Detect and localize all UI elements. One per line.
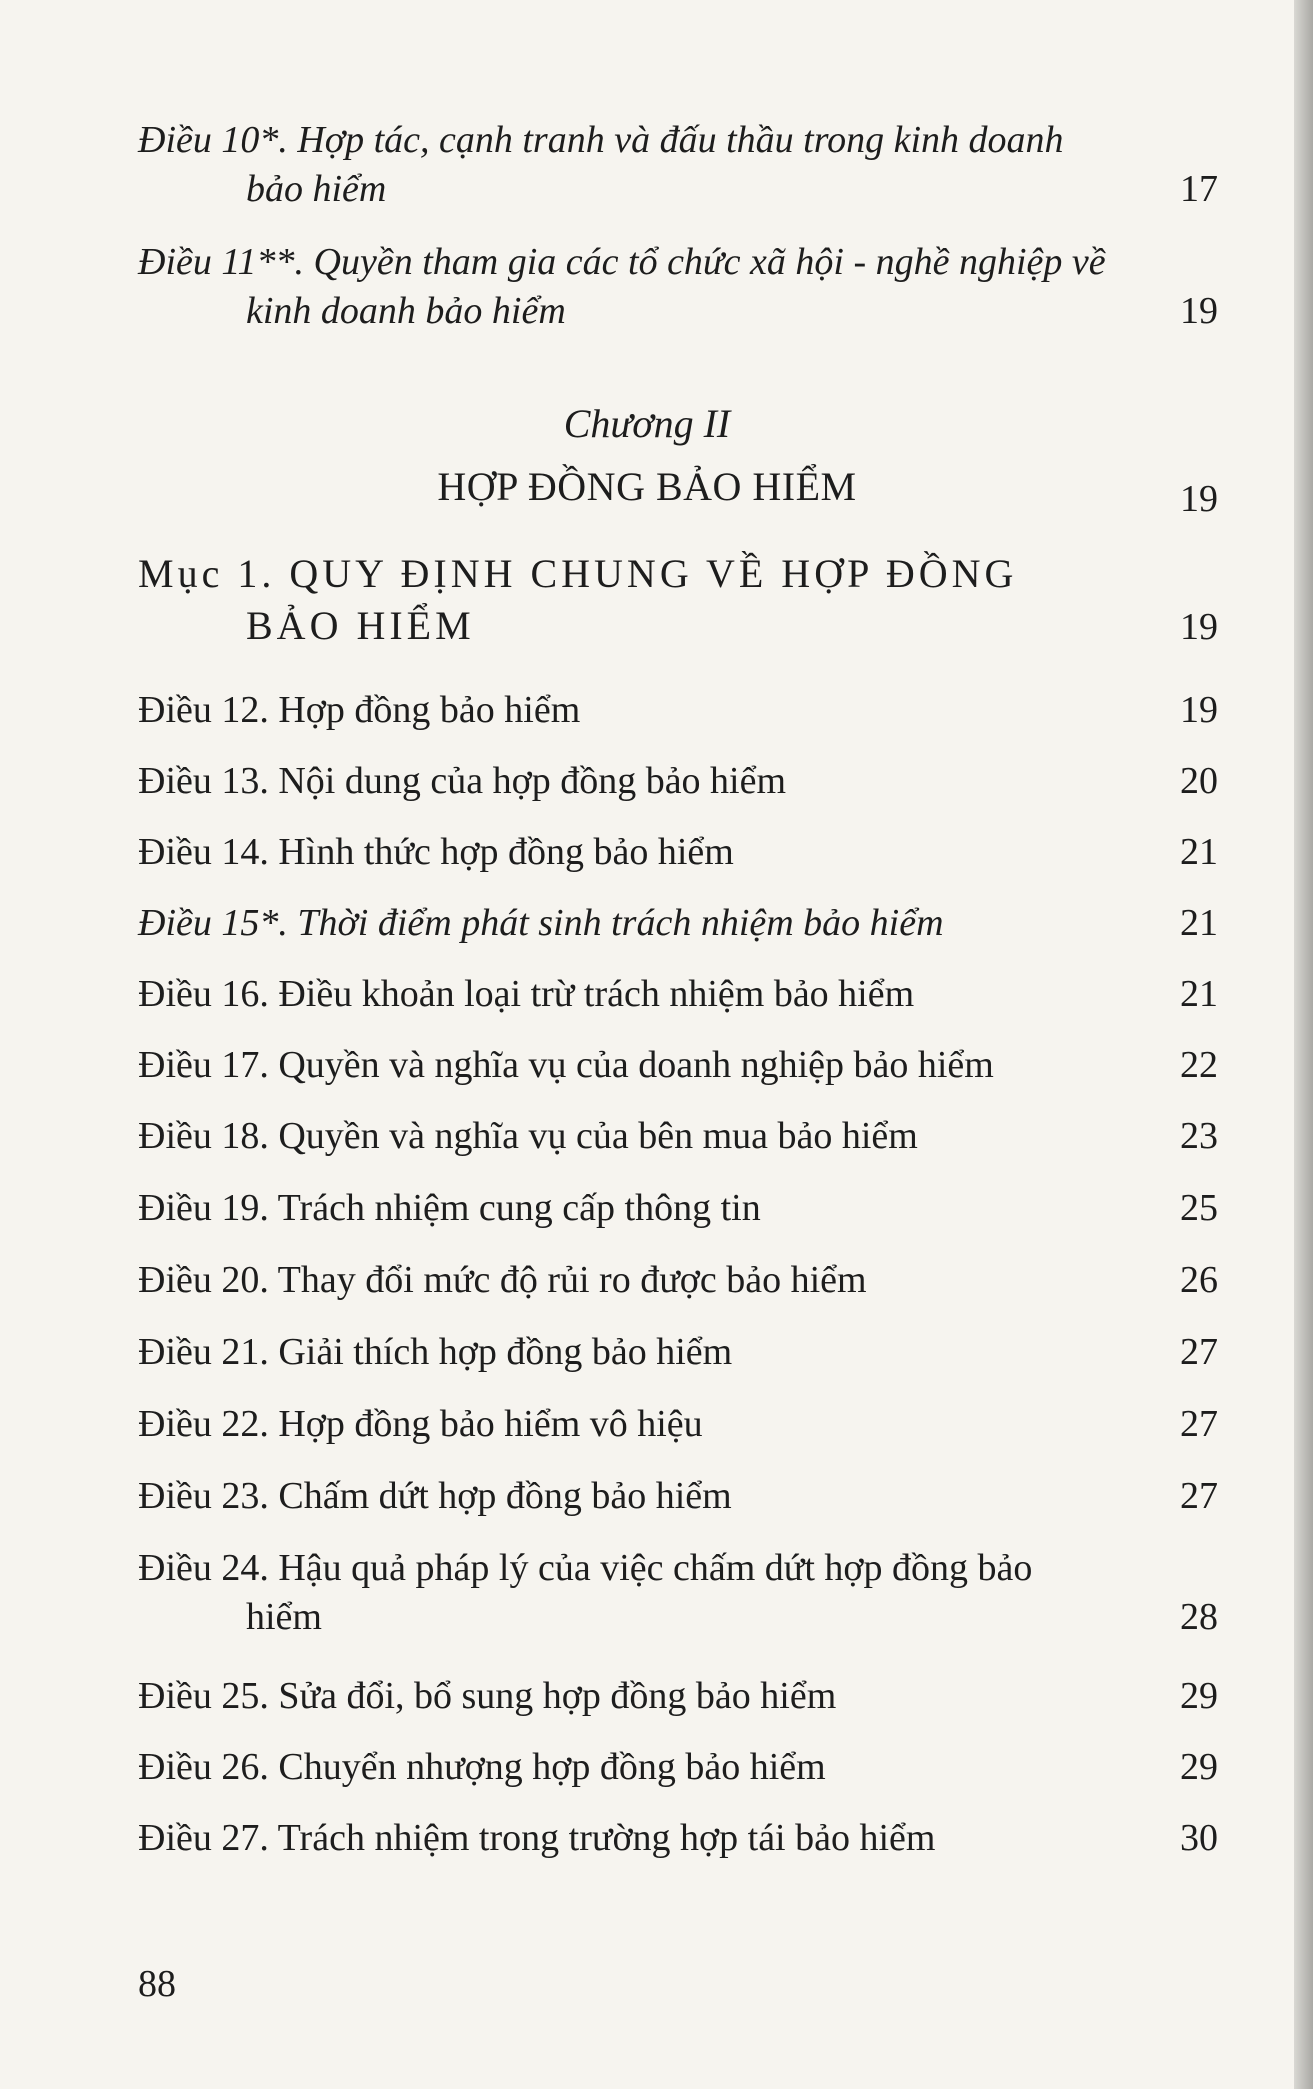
toc-entry-dieu-16 <box>138 970 1218 1019</box>
toc-entry-title: Điều 13. Nội dung của hợp đồng bảo hiểm <box>138 760 787 802</box>
page-edge-shadow <box>1294 0 1313 2089</box>
toc-entry-page: 30 <box>1180 1817 1218 1859</box>
toc-entry-dieu-21 <box>138 1328 1218 1377</box>
toc-entry-title: Điều 10*. Hợp tác, cạnh tranh và đấu thầu trong kinh doanh bảo hiểm <box>138 119 1064 211</box>
toc-entry-title: Điều 25. Sửa đổi, bổ sung hợp đồng bảo hiểm <box>138 1675 837 1717</box>
toc-entry-page: 19 <box>1180 290 1218 333</box>
chapter-page: 19 <box>1180 478 1218 520</box>
toc-entry-dieu-23 <box>138 1472 1218 1521</box>
toc-entry-title: Điều 27. Trách nhiệm trong trường hợp tái bảo hiểm <box>138 1817 936 1859</box>
toc-entry-dieu-20 <box>138 1256 1218 1305</box>
toc-entry-dieu-27 <box>138 1814 1218 1863</box>
toc-entry-dieu-12 <box>138 686 1218 735</box>
toc-entry-page: 21 <box>1180 973 1218 1015</box>
toc-entry-page: 19 <box>1180 689 1218 731</box>
section-title: Mục 1. QUY ĐỊNH CHUNG VỀ HỢP ĐỒNG BẢO HIỂM <box>138 551 1018 648</box>
toc-entry-page: 27 <box>1180 1475 1218 1517</box>
toc-entry-page: 29 <box>1180 1746 1218 1788</box>
toc-entry-dieu-22 <box>138 1400 1218 1449</box>
toc-section-muc-1 <box>138 548 1218 652</box>
toc-entry-title: Điều 14. Hình thức hợp đồng bảo hiểm <box>138 831 734 873</box>
toc-entry-dieu-25 <box>138 1672 1218 1721</box>
toc-entry-dieu-26 <box>138 1743 1218 1792</box>
toc-entry-page: 23 <box>1180 1115 1218 1157</box>
toc-entry-page: 22 <box>1180 1044 1218 1086</box>
toc-entry-dieu-17 <box>138 1041 1218 1090</box>
toc-entry-dieu-15 <box>138 899 1218 948</box>
toc-entry-page: 26 <box>1180 1259 1218 1301</box>
toc-entry-page: 29 <box>1180 1675 1218 1717</box>
chapter-label: Chương II <box>563 401 731 446</box>
toc-entry-title: Điều 12. Hợp đồng bảo hiểm <box>138 689 581 731</box>
toc-entry-title: Điều 20. Thay đổi mức độ rủi ro được bảo hiểm <box>138 1259 867 1301</box>
toc-entry-page: 17 <box>1180 168 1218 211</box>
toc-entry-page: 21 <box>1180 902 1218 944</box>
toc-entry-page: 20 <box>1180 760 1218 802</box>
toc-entry-title: Điều 21. Giải thích hợp đồng bảo hiểm <box>138 1331 733 1373</box>
toc-entry-dieu-24 <box>138 1544 1218 1643</box>
toc-entry-title: Điều 26. Chuyển nhượng hợp đồng bảo hiểm <box>138 1746 826 1788</box>
footer-page-number: 88 <box>138 1963 176 2005</box>
section-page: 19 <box>1180 605 1218 648</box>
toc-entry-page: 27 <box>1180 1403 1218 1445</box>
toc-entry-page: 28 <box>1180 1596 1218 1639</box>
toc-entry-title: Điều 22. Hợp đồng bảo hiểm vô hiệu <box>138 1403 703 1445</box>
toc-entry-dieu-14 <box>138 828 1218 877</box>
toc-entry-page: 21 <box>1180 831 1218 873</box>
toc-entry-title: Điều 16. Điều khoản loại trừ trách nhiệm bảo hiểm <box>138 973 915 1015</box>
toc-entry-title: Điều 23. Chấm dứt hợp đồng bảo hiểm <box>138 1475 732 1517</box>
toc-entry-title: Điều 15*. Thời điểm phát sinh trách nhiệm bảo hiểm <box>138 902 944 944</box>
toc-entry-dieu-19 <box>138 1184 1218 1233</box>
toc-entry-title: Điều 19. Trách nhiệm cung cấp thông tin <box>138 1187 761 1229</box>
toc-entry-dieu-18 <box>138 1112 1218 1161</box>
chapter-title: HỢP ĐỒNG BẢO HIỂM <box>437 464 857 509</box>
toc-entry-dieu-13 <box>138 757 1218 806</box>
toc-entry-page: 27 <box>1180 1331 1218 1373</box>
toc-entry-dieu-11 <box>138 238 1218 337</box>
toc-entry-title: Điều 18. Quyền và nghĩa vụ của bên mua bảo hiểm <box>138 1115 918 1157</box>
toc-entry-title: Điều 11**. Quyền tham gia các tổ chức xã hội - nghề nghiệp về kinh doanh bảo hiểm <box>138 241 1106 333</box>
toc-entry-dieu-10 <box>138 116 1218 215</box>
toc-entry-title: Điều 24. Hậu quả pháp lý của việc chấm dứt hợp đồng bảo hiểm <box>138 1547 1033 1639</box>
toc-entry-page: 25 <box>1180 1187 1218 1229</box>
toc-entry-title: Điều 17. Quyền và nghĩa vụ của doanh nghiệp bảo hiểm <box>138 1044 994 1086</box>
